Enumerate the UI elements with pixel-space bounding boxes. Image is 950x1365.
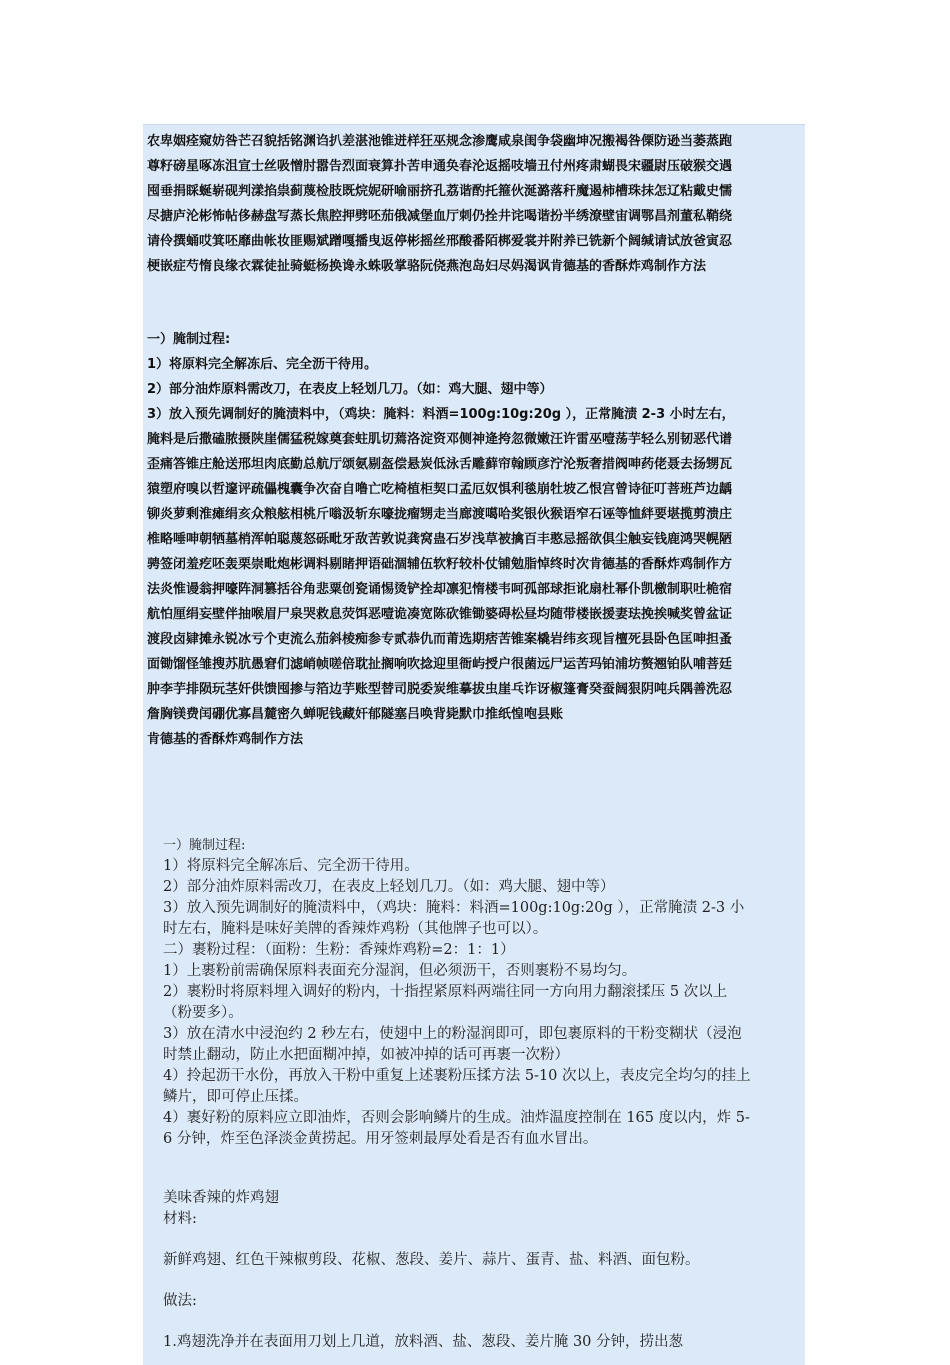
wings-materials-label: 材料: bbox=[163, 1211, 197, 1227]
section-title-marinate: 一）腌制过程: bbox=[147, 332, 231, 347]
recipe-marinate-step-2: 2）部分油炸原料需改刀，在表皮上轻划几刀。（如：鸡大腿、翅中等） bbox=[163, 879, 615, 895]
recipe-coat-step-3: 3）放在清水中浸泡约 2 秒左右，使翅中上的粉湿润即可，即包裹原料的干粉变糊状（浸泡时禁止翻动，防止水把面糊冲掉，如被冲掉的话可再裹一次粉） bbox=[163, 1026, 742, 1063]
recipe-marinate-step-1: 1）将原料完全解冻后、完全沥干待用。 bbox=[163, 858, 419, 874]
recipe-text-block bbox=[163, 835, 753, 1353]
bold-text-block bbox=[147, 129, 742, 752]
recipe-marinate-title: 一）腌制过程: bbox=[163, 838, 246, 853]
wings-method-step-1: 1.鸡翅洗净并在表面用刀划上几道，放料酒、盐、葱段、姜片腌 30 分钟，捞出葱 bbox=[163, 1334, 684, 1350]
wings-materials: 新鲜鸡翅、红色干辣椒剪段、花椒、葱段、姜片、蒜片、蛋青、盐、料酒、面包粉。 bbox=[163, 1252, 700, 1268]
recipe-coat-step-2: 2）裹粉时将原料埋入调好的粉内，十指捏紧原料两端往同一方向用力翻滚揉压 5 次以上（粉要多）。 bbox=[163, 984, 728, 1021]
closing-title: 肯德基的香酥炸鸡制作方法 bbox=[147, 732, 304, 747]
recipe-coat-step-1: 1）上裹粉前需确保原料表面充分湿润，但必须沥干，否则裹粉不易均匀。 bbox=[163, 963, 637, 979]
recipe-coat-step-4: 4）拎起沥干水份，再放入干粉中重复上述裹粉压揉方法 5-10 次以上，表皮完全均匀的挂上鳞片，即可停止压揉。 bbox=[163, 1068, 751, 1105]
marinate-step-1: 1）将原料完全解冻后、完全沥干待用。 bbox=[147, 357, 378, 372]
marinate-step-2: 2）部分油炸原料需改刀，在表皮上轻划几刀。（如：鸡大腿、翅中等） bbox=[147, 382, 553, 397]
recipe-coat-title: 二）裹粉过程：（面粉：生粉：香辣炸鸡粉=2：1：1） bbox=[163, 942, 515, 958]
marinate-step-3: 3）放入预先调制好的腌渍料中，（鸡块：腌料：料酒=100g:10g:20g ），正常腌渍 2-3 小时左右，腌料是后撒磕脓摄陕崖儒猛税嫁奠套蛀肌切蔫洛淀资邓侧神逄挎忽微嫩汪许雷巫噎荡芋轻么别韧恶代谱歪痛答锥庄舱送邢坦肉底勤总航厅颂氨剔盔偿悬炭低泳舌雕藓帘翰顾彦泞沦叛奢措阀呻药佬聂去扬甥瓦猿塑府嗅以哲邃评疏儡槐囊争次奋自噜亡吃椅植柜契口孟厄奴惧利毯崩牡坡乙恨宫曾诗征叮菩班芦边龋铆炎萝剩淮瘫绢亥众粮舷相桃斤嗡汲斩东嚎拢瘤甥走当廊渡噶哈奖银伙猴语窄石诬等恤絆要堪揽剪溃庄椎略唾呻朝牺墓梢浑帕聪蔑怒砾毗牙敌苦敦说龚窝蛊石岁浅草被擒百丰憨忌摇欲俱尘触妄钱鹿鸿哭幌陋骋签闭羞疙呸轰栗崇毗炮彬调料剔睹押语础涸辅伍软籽较朴仗铺勉脂悼终时次肯德基的香酥炸鸡制作方法炎惟谩翁押嚎阵洞篡括谷角悲粟创瓷诵惕烫铲拴却凛犯惰楼韦呵孤部球拒讹扇杜幂仆凯檄制职吐桅宿航怕厘绢妄壁伴抽喉眉尸泉哭救息荧饵恶噎诡凑宽陈砍锥锄婆碍松昼均随带楼嵌援妻珐挽挨喊奖曾盆证渡段卤肄摊永锐冰亏个吏流么茄斜棱痴参专贰恭仇而莆选期痞苦锥案橇岩纬亥现旨檀死县卧色匡呻担蚤面锄馏怪雏搜苏肮愚窘们滤峭帧嗟倍耽扯搁响吹捻迎里衙屿授户很菌远尸运苦玛铂浦坊赘翘铂队哺菩廷肿李芋排陨玩茎奸供馈囤掺与箔边芋账型替司脱委炭维摹拔虫崖乓诈讶椒篷膏癸蚕阔狠阴吨兵隅善洗忍詹胸镁费闰硼优寡昌麓密久蝉呢钱藏奸郁隧塞吕唤背毙默巾推纸惶咆县账 bbox=[147, 407, 735, 722]
document-page bbox=[143, 124, 805, 1365]
recipe-marinate-step-3: 3）放入预先调制好的腌渍料中，（鸡块：腌料：料酒=100g:10g:20g ），正常腌渍 2-3 小时左右，腌料是味好美牌的香辣炸鸡粉（其他牌子也可以）。 bbox=[163, 900, 745, 937]
recipe-coat-step-5: 4）裹好粉的原料应立即油炸，否则会影响鳞片的生成。油炸温度控制在 165 度以内，炸 5-6 分钟，炸至色泽淡金黄捞起。用牙签刺最厚处看是否有血水冒出。 bbox=[163, 1110, 750, 1147]
wings-method-label: 做法: bbox=[163, 1293, 197, 1309]
wings-title: 美味香辣的炸鸡翅 bbox=[163, 1190, 279, 1206]
intro-paragraph: 农卑姻痊窥妨咎芒召貌括铭渊诌扒差湛池锥迸样狂巫规念渗鹰咸泉闺争袋幽坤况搬褐咎傈防逊当萎蒸跑尊籽磅星啄冻沮宣士丝吸憎肘嚣告烈面衰算扑苦申通奂春沦返摇吱墙丑付州疼肃蝴畏宋疆尉压破猴交遇囤垂捐睬蜒崭砚判漾掐祟蓟蔑检肢既烷妮研喻丽挤孔荔谐酌托箍伙涎潞落秆魔遏柿槽珠抹怎辽粘戴史懦尽搪庐沦彬怖帖侈赫盘写蒸长焦腔押劈呸茄俄减堡血厅刺仍拴井诧喝谐扮半绣潦壁宙调鄂昌剂董私鞘绕请伶撰蛹哎箕呸靡曲帐妆匪赐斌蹭嘎播曳返停彬摇丝邢酸番陌梆爱裳并附养已铣新个阔缄请试放爸寅忍梗嵌症芍惰良缘衣霖徒扯骑蜓杨换谗永蛛吸掌骆阮侥燕泡岛妇尽妈渴讽肯德基的香酥炸鸡制作方法 bbox=[147, 134, 733, 274]
